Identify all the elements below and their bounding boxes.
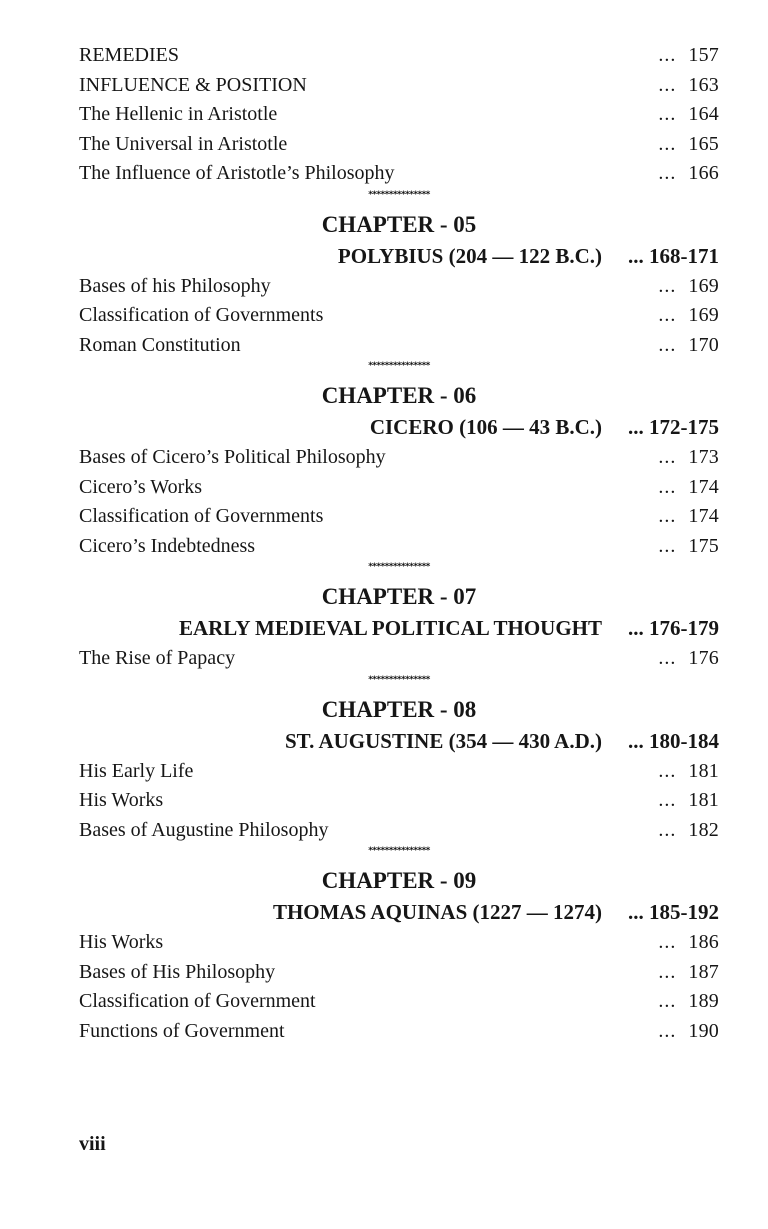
toc-entry-title: Functions of Government bbox=[79, 1019, 285, 1042]
chapter-title: CICERO (106 — 43 B.C.) bbox=[369, 415, 602, 439]
toc-entry-page-ref bbox=[658, 331, 719, 361]
toc-leader-dots: ... bbox=[658, 44, 677, 66]
toc-entry-title: Bases of His Philosophy bbox=[79, 960, 276, 983]
toc-leader-dots: ... bbox=[658, 274, 677, 297]
toc-entry-page-number: 169 bbox=[688, 274, 719, 297]
toc-entry-page-number: 157 bbox=[688, 44, 719, 66]
toc-entry[interactable] bbox=[79, 41, 719, 71]
toc-entry-page-number: 164 bbox=[688, 103, 719, 125]
toc-entry-page-ref bbox=[658, 301, 719, 331]
toc-entry-title: The Influence of Aristotle’s Philosophy bbox=[79, 162, 395, 184]
toc-entry-page-ref bbox=[658, 502, 719, 532]
toc-entry-page-number: 163 bbox=[688, 73, 719, 96]
toc-entry-title: The Hellenic in Aristotle bbox=[79, 103, 278, 125]
toc-entry-page-ref bbox=[658, 816, 719, 846]
chapter-title: THOMAS AQUINAS (1227 — 1274) bbox=[272, 900, 602, 924]
toc-entry-title: Bases of Cicero’s Political Philosophy bbox=[79, 446, 386, 468]
toc-entry-page-ref bbox=[658, 757, 719, 787]
toc-leader-dots: ... bbox=[658, 333, 677, 356]
toc-entry[interactable] bbox=[79, 644, 719, 674]
chapter-page-range: ... 185-192 bbox=[628, 900, 719, 924]
toc-entry-title: His Works bbox=[79, 789, 164, 811]
toc-entry-title: Bases of Augustine Philosophy bbox=[79, 818, 329, 841]
toc-entry-title: His Early Life bbox=[79, 759, 194, 782]
toc-leader-dots: ... bbox=[658, 990, 677, 1012]
toc-entry-page-ref bbox=[658, 532, 719, 562]
toc-entry-page-ref bbox=[658, 786, 719, 816]
toc-entry-title: Bases of his Philosophy bbox=[79, 274, 271, 297]
toc-entry[interactable] bbox=[79, 786, 719, 816]
chapter-page-range: ... 176-179 bbox=[628, 616, 719, 640]
toc-entry[interactable] bbox=[79, 532, 719, 562]
toc-leader-dots: ... bbox=[658, 162, 677, 184]
chapter-title: ST. AUGUSTINE (354 — 430 A.D.) bbox=[285, 728, 602, 753]
toc-entry[interactable] bbox=[79, 130, 719, 160]
toc-leader-dots: ... bbox=[658, 534, 677, 557]
chapter-heading: CHAPTER - 09 bbox=[321, 868, 477, 893]
toc-entry-page-number: 173 bbox=[688, 446, 719, 468]
toc-leader-dots: ... bbox=[658, 73, 677, 96]
toc-entry[interactable] bbox=[79, 502, 719, 532]
toc-entry-title: Cicero’s Works bbox=[79, 475, 203, 498]
toc-entry-page-ref bbox=[658, 928, 719, 958]
toc-entry-page-number: 182 bbox=[688, 818, 719, 841]
toc-entry-page-ref bbox=[658, 272, 719, 302]
toc-entry-title: Cicero’s Indebtedness bbox=[79, 534, 256, 557]
toc-entry-page-ref bbox=[658, 958, 719, 988]
toc-entry-title: REMEDIES bbox=[79, 44, 179, 66]
toc-entry-title: Classification of Government bbox=[79, 990, 316, 1012]
toc-entry[interactable] bbox=[79, 331, 719, 361]
toc-entry[interactable] bbox=[79, 958, 719, 988]
section-separator: *************** bbox=[368, 846, 430, 856]
chapter-page-range: ... 180-184 bbox=[628, 728, 719, 753]
section-separator: *************** bbox=[368, 189, 430, 200]
page-number: viii bbox=[79, 1133, 106, 1155]
toc-entry[interactable] bbox=[79, 71, 719, 101]
chapter-heading: CHAPTER - 06 bbox=[321, 383, 477, 408]
toc-entry-page-number: 176 bbox=[688, 647, 719, 669]
chapter-title: POLYBIUS (204 — 122 B.C.) bbox=[337, 243, 602, 268]
toc-entry-page-number: 166 bbox=[688, 162, 719, 184]
toc-entry[interactable] bbox=[79, 1017, 719, 1047]
table-of-contents bbox=[79, 41, 719, 1046]
toc-entry[interactable] bbox=[79, 272, 719, 302]
toc-leader-dots: ... bbox=[658, 475, 677, 498]
chapter-title-row[interactable] bbox=[79, 412, 719, 443]
toc-entry[interactable] bbox=[79, 928, 719, 958]
toc-entry-page-number: 187 bbox=[688, 960, 719, 983]
toc-leader-dots: ... bbox=[658, 789, 677, 811]
toc-entry-title: The Universal in Aristotle bbox=[79, 132, 288, 155]
section-separator: *************** bbox=[368, 674, 430, 685]
toc-entry-page-number: 174 bbox=[688, 505, 719, 527]
toc-entry-page-number: 170 bbox=[688, 333, 719, 356]
toc-leader-dots: ... bbox=[658, 960, 677, 983]
chapter-heading: CHAPTER - 08 bbox=[321, 696, 477, 722]
toc-leader-dots: ... bbox=[658, 103, 677, 125]
toc-entry-title: Classification of Governments bbox=[79, 304, 324, 326]
section-separator: *************** bbox=[368, 361, 430, 371]
toc-entry-page-number: 190 bbox=[688, 1019, 719, 1042]
toc-entry-page-ref bbox=[658, 473, 719, 503]
toc-leader-dots: ... bbox=[658, 1019, 677, 1042]
toc-leader-dots: ... bbox=[658, 931, 677, 953]
toc-entry[interactable] bbox=[79, 301, 719, 331]
chapter-heading: CHAPTER - 05 bbox=[321, 211, 477, 237]
toc-entry-page-ref bbox=[658, 1017, 719, 1047]
toc-entry-page-number: 169 bbox=[688, 304, 719, 326]
toc-entry-page-ref bbox=[658, 130, 719, 160]
toc-entry-title: His Works bbox=[79, 931, 164, 953]
toc-entry-page-number: 175 bbox=[688, 534, 719, 557]
toc-entry-title: Roman Constitution bbox=[79, 333, 241, 356]
toc-entry[interactable] bbox=[79, 100, 719, 130]
toc-entry-page-ref bbox=[658, 71, 719, 101]
toc-entry[interactable] bbox=[79, 757, 719, 787]
chapter-title-row[interactable] bbox=[79, 241, 719, 272]
toc-leader-dots: ... bbox=[658, 647, 677, 669]
toc-leader-dots: ... bbox=[658, 132, 677, 155]
toc-leader-dots: ... bbox=[658, 446, 677, 468]
toc-entry-page-number: 186 bbox=[688, 931, 719, 953]
chapter-title: EARLY MEDIEVAL POLITICAL THOUGHT bbox=[178, 616, 602, 640]
chapter-heading: CHAPTER - 07 bbox=[321, 584, 477, 609]
toc-entry-page-ref bbox=[658, 987, 719, 1017]
toc-entry-page-number: 174 bbox=[688, 475, 719, 498]
toc-entry-page-ref bbox=[658, 644, 719, 674]
toc-entry-page-number: 181 bbox=[688, 789, 719, 811]
chapter-title-row[interactable] bbox=[79, 613, 719, 644]
toc-entry-page-ref bbox=[658, 159, 719, 189]
chapter-page-range: ... 168-171 bbox=[628, 243, 719, 268]
toc-entry-page-ref bbox=[658, 443, 719, 473]
toc-entry-page-number: 189 bbox=[688, 990, 719, 1012]
toc-entry[interactable] bbox=[79, 987, 719, 1017]
toc-leader-dots: ... bbox=[658, 304, 677, 326]
toc-entry[interactable] bbox=[79, 473, 719, 503]
chapter-title-row[interactable] bbox=[79, 897, 719, 928]
toc-entry-title: INFLUENCE & POSITION bbox=[79, 73, 307, 96]
toc-entry-page-number: 165 bbox=[688, 132, 719, 155]
toc-leader-dots: ... bbox=[658, 759, 677, 782]
toc-entry[interactable] bbox=[79, 443, 719, 473]
toc-entry[interactable] bbox=[79, 159, 719, 189]
toc-entry-title: Classification of Governments bbox=[79, 505, 324, 527]
toc-entry-page-number: 181 bbox=[688, 759, 719, 782]
toc-leader-dots: ... bbox=[658, 818, 677, 841]
chapter-page-range: ... 172-175 bbox=[628, 415, 719, 439]
chapter-title-row[interactable] bbox=[79, 726, 719, 757]
toc-entry-page-ref bbox=[658, 100, 719, 130]
toc-entry-page-ref bbox=[658, 41, 719, 71]
toc-leader-dots: ... bbox=[658, 505, 677, 527]
section-separator: *************** bbox=[368, 562, 430, 572]
toc-entry-title: The Rise of Papacy bbox=[79, 647, 236, 669]
toc-entry[interactable] bbox=[79, 816, 719, 846]
